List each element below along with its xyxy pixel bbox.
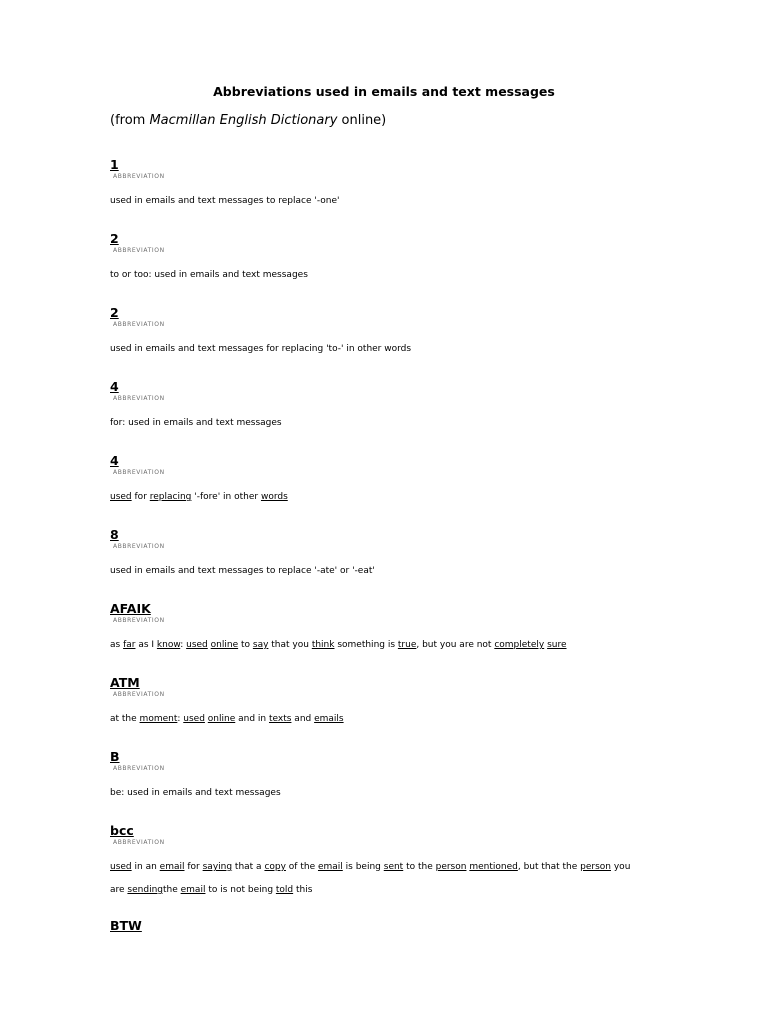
link-true[interactable]: true xyxy=(397,640,417,650)
headword[interactable]: bcc xyxy=(110,823,134,838)
definition-text: , but you are not xyxy=(416,640,495,650)
link-used[interactable]: used xyxy=(183,714,205,724)
definition-text: and in xyxy=(235,714,269,724)
definition xyxy=(110,634,670,657)
document-title: Abbreviations used in emails and text messages xyxy=(213,84,555,99)
part-of-speech: ABBREVIATION xyxy=(113,839,165,846)
definition-text: of the xyxy=(285,862,318,872)
definition: be: used in emails and text messages xyxy=(110,788,281,798)
definition-text: to xyxy=(238,640,253,650)
entry-1 xyxy=(110,154,670,213)
part-of-speech: ABBREVIATION xyxy=(113,395,165,402)
link-completely[interactable]: completely xyxy=(494,640,545,650)
link-think[interactable]: think xyxy=(311,640,335,650)
entry-2 xyxy=(110,228,670,287)
subtitle-source: Macmillan English Dictionary xyxy=(149,113,338,128)
subtitle-prefix: (from xyxy=(110,113,150,128)
entry-5 xyxy=(110,450,670,509)
link-email[interactable]: email xyxy=(317,862,343,872)
link-copy[interactable]: copy xyxy=(264,862,286,872)
entry-afaik xyxy=(110,598,670,657)
definition-continued xyxy=(110,879,670,902)
entry-4 xyxy=(110,376,670,435)
headword[interactable]: B xyxy=(110,749,120,764)
link-email[interactable]: email xyxy=(180,885,206,895)
definition xyxy=(110,856,670,879)
part-of-speech: ABBREVIATION xyxy=(113,469,165,476)
definition-text: to the xyxy=(403,862,436,872)
part-of-speech: ABBREVIATION xyxy=(113,247,165,254)
link-email[interactable]: email xyxy=(159,862,185,872)
subtitle-suffix: online) xyxy=(337,113,387,128)
definition-text: : xyxy=(180,640,187,650)
headword[interactable]: 8 xyxy=(110,527,119,542)
link-used[interactable]: used xyxy=(110,492,132,502)
part-of-speech: ABBREVIATION xyxy=(113,617,165,624)
link-person[interactable]: person xyxy=(580,862,611,872)
headword[interactable]: 2 xyxy=(110,231,119,246)
definition-text: that you xyxy=(268,640,312,650)
definition-text: for xyxy=(184,862,203,872)
definition-text: , but that the xyxy=(517,862,581,872)
definition-text: something is xyxy=(334,640,398,650)
entry-3 xyxy=(110,302,670,361)
link-replacing[interactable]: replacing xyxy=(149,492,192,502)
definition-text: are xyxy=(110,885,128,895)
definition-text: and xyxy=(291,714,315,724)
link-online[interactable]: online xyxy=(210,640,239,650)
definition-text: this xyxy=(293,885,313,895)
definition: used in emails and text messages to replace '-ate' or '-eat' xyxy=(110,566,375,576)
headword[interactable]: BTW xyxy=(110,918,142,933)
definition: used in emails and text messages to replace '-one' xyxy=(110,196,340,206)
entry-btw xyxy=(110,915,670,934)
link-sending[interactable]: sending xyxy=(127,885,163,895)
link-sure[interactable]: sure xyxy=(547,640,567,650)
definition: to or too: used in emails and text messages xyxy=(110,270,308,280)
headword[interactable]: ATM xyxy=(110,675,140,690)
definition: for: used in emails and text messages xyxy=(110,418,282,428)
link-told[interactable]: told xyxy=(275,885,294,895)
definition-text: in an xyxy=(131,862,160,872)
entry-bcc xyxy=(110,820,670,902)
headword[interactable]: 1 xyxy=(110,157,119,172)
part-of-speech: ABBREVIATION xyxy=(113,321,165,328)
link-sent[interactable]: sent xyxy=(383,862,404,872)
link-words[interactable]: words xyxy=(260,492,288,502)
link-far[interactable]: far xyxy=(123,640,136,650)
definition-text: for xyxy=(131,492,150,502)
definition-text: : xyxy=(177,714,184,724)
link-saying[interactable]: saying xyxy=(202,862,233,872)
definition-text: '-fore' in other xyxy=(191,492,261,502)
definition xyxy=(110,708,670,731)
definition-text: as I xyxy=(135,640,157,650)
link-online[interactable]: online xyxy=(207,714,236,724)
headword[interactable]: AFAIK xyxy=(110,601,151,616)
part-of-speech: ABBREVIATION xyxy=(113,173,165,180)
definition-text: that a xyxy=(232,862,265,872)
link-texts[interactable]: texts xyxy=(268,714,292,724)
definition: used in emails and text messages for replacing 'to-' in other words xyxy=(110,344,412,354)
part-of-speech: ABBREVIATION xyxy=(113,691,165,698)
link-moment[interactable]: moment xyxy=(139,714,178,724)
definition-text: at the xyxy=(110,714,140,724)
definition-text: as xyxy=(110,640,124,650)
link-know[interactable]: know xyxy=(156,640,181,650)
link-emails[interactable]: emails xyxy=(314,714,344,724)
definition xyxy=(110,486,670,509)
definition-text: the xyxy=(162,885,181,895)
headword[interactable]: 4 xyxy=(110,379,119,394)
definition-text: you xyxy=(611,862,631,872)
part-of-speech: ABBREVIATION xyxy=(113,765,165,772)
entry-b xyxy=(110,746,670,805)
link-mentioned[interactable]: mentioned xyxy=(469,862,518,872)
link-person[interactable]: person xyxy=(435,862,467,872)
definition-text: to is not being xyxy=(205,885,276,895)
document-subtitle xyxy=(110,113,386,128)
headword[interactable]: 2 xyxy=(110,305,119,320)
link-say[interactable]: say xyxy=(252,640,269,650)
link-used[interactable]: used xyxy=(110,862,132,872)
link-used[interactable]: used xyxy=(186,640,208,650)
entry-atm xyxy=(110,672,670,731)
headword[interactable]: 4 xyxy=(110,453,119,468)
definition-text: is being xyxy=(342,862,384,872)
entry-6 xyxy=(110,524,670,583)
part-of-speech: ABBREVIATION xyxy=(113,543,165,550)
